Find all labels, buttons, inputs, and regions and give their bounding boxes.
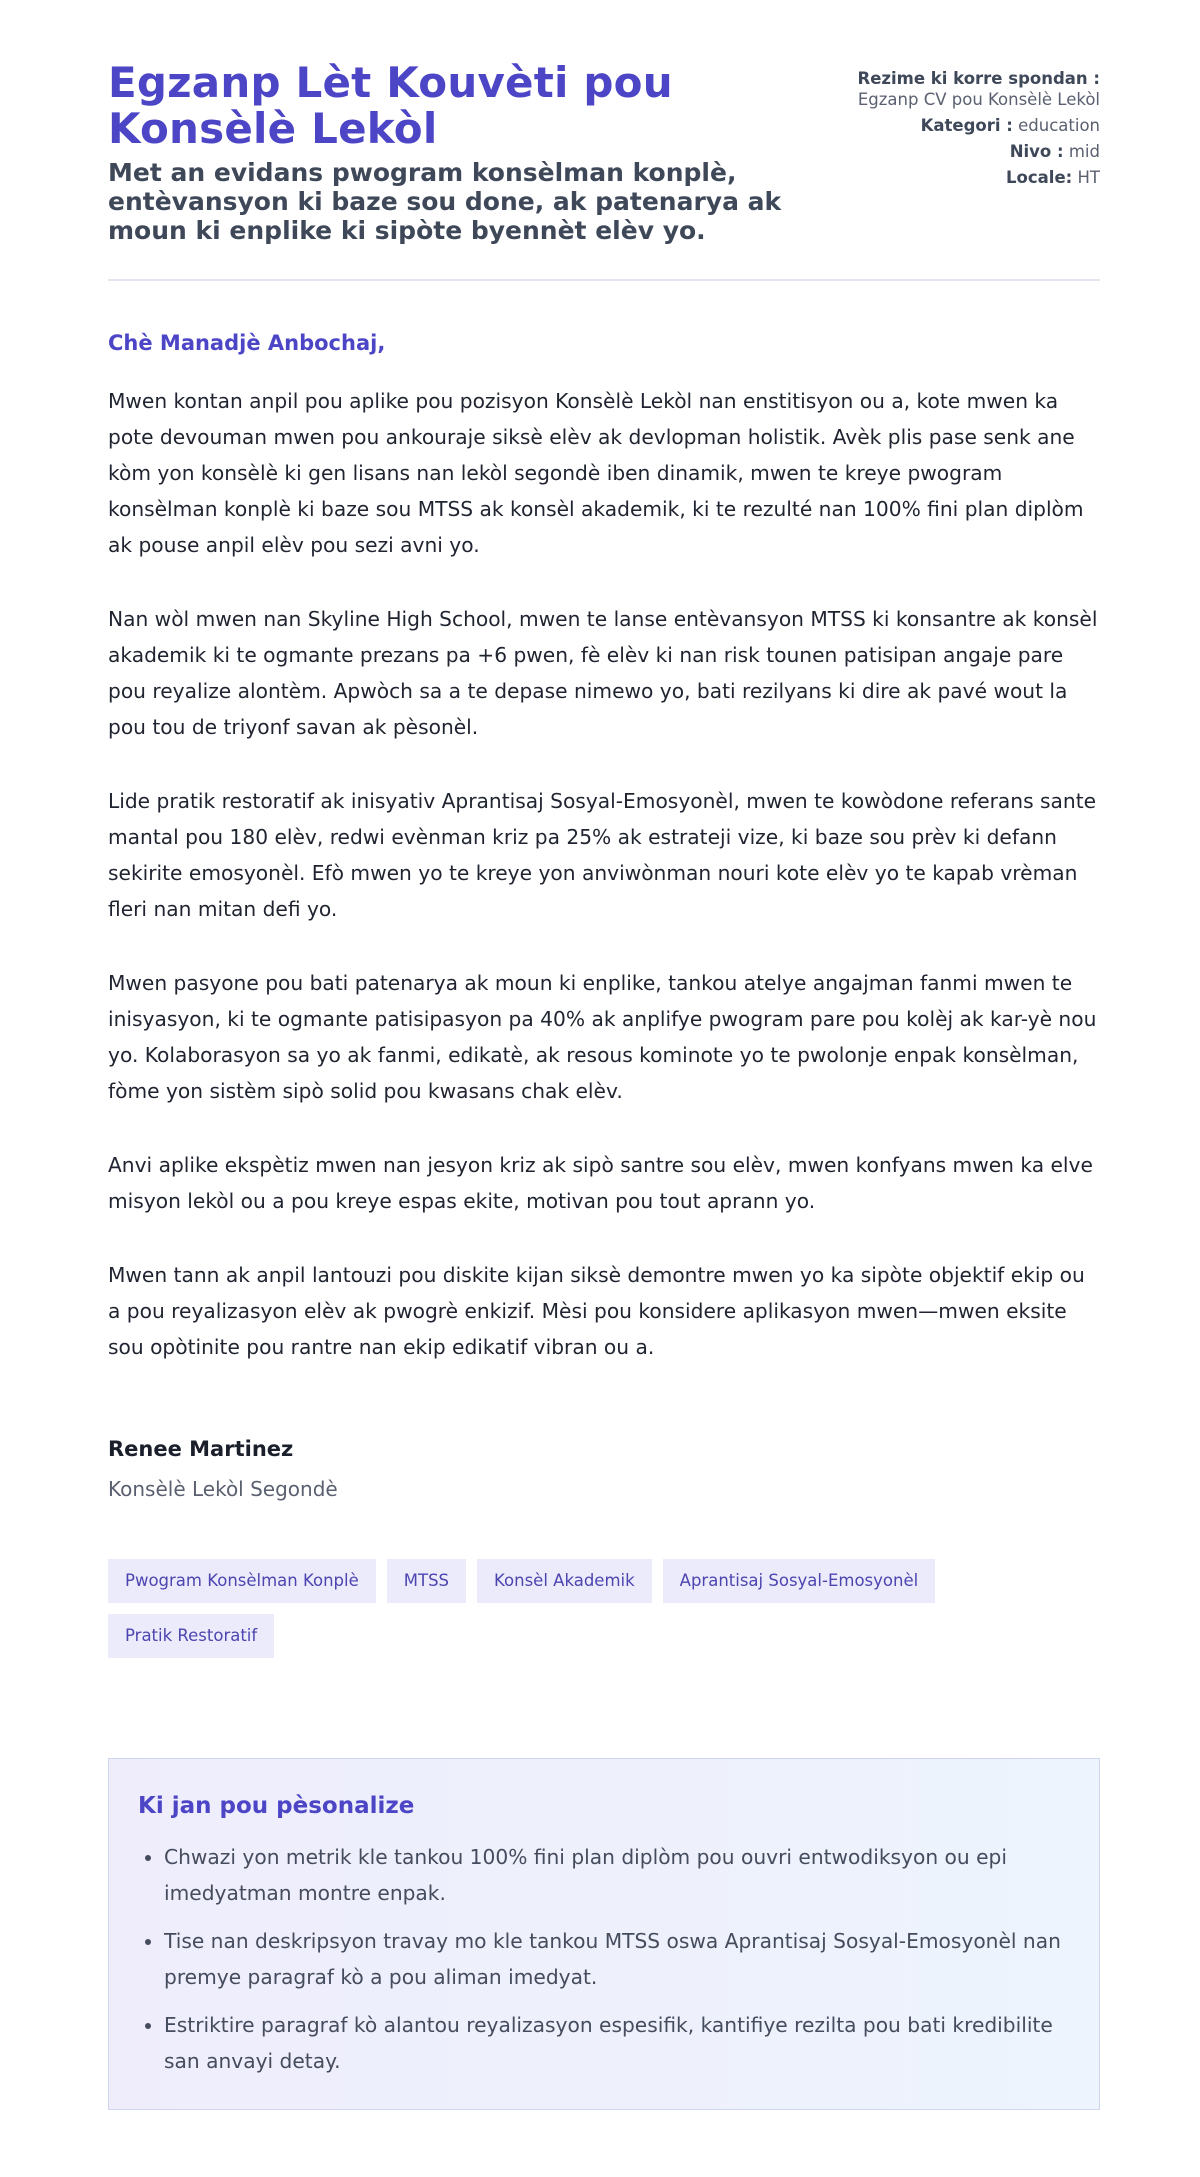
signature-block — [108, 1435, 1100, 1503]
tip-item: • Estriktire paragraf kò alantou reyalizasyon espesifik, kantifiye rezilta pou bati kredibilite san anvayi detay. — [164, 2007, 1071, 2079]
tips-list — [138, 1839, 1071, 2079]
meta-level-value: mid — [1068, 142, 1100, 161]
header-titles — [108, 60, 838, 245]
page-title: Egzanp Lèt Kouvèti pou Konsèlè Lekòl — [108, 58, 673, 153]
letter-paragraph: Mwen pasyone pou bati patenarya ak moun ki enplike, tankou atelye angajman fanmi mwen te inisyasyon, ki te ogmante patisipasyon pa 40% ak anplifye pwogram pare pou kolèj ak kar-yè nou yo. Kolaborasyon sa yo ak fanmi, edikatè, ak resous kominote yo te pwolonje enpak konsèlman, fòme yon sistèm sipò solid pou kwasans chak elèv. — [108, 971, 1097, 1103]
meta-level — [850, 141, 1100, 162]
meta-resume-value: Egzanp CV pou Konsèlè Lekòl — [857, 90, 1100, 109]
meta-category-label: Kategori : — [920, 116, 1013, 135]
page-subtitle: Met an evidans pwogram konsèlman konplè, entèvansyon ki baze sou done, ak patenarya ak moun ki enplike ki sipòte byennèt elèv yo. — [108, 158, 782, 245]
skill-tag: Aprantisaj Sosyal-Emosyonèl — [663, 1559, 936, 1603]
meta-resume — [850, 68, 1100, 110]
signature-role: Konsèlè Lekòl Segondè — [108, 1477, 338, 1501]
meta-category — [850, 115, 1100, 136]
letter-paragraph: Mwen tann ak anpil lantouzi pou diskite kijan siksè demontre mwen yo ka sipòte objektif ekip ou a pou reyalizasyon elèv ak pwogrè enkizif. Mèsi pou konsidere aplikasyon mwen—mwen eksite sou opòtinite pou rantre nan ekip edikatif vibran ou a. — [108, 1263, 1085, 1359]
letter-paragraph: Nan wòl mwen nan Skyline High School, mwen te lanse entèvansyon MTSS ki konsantre ak konsèl akademik ki te ogmante prezans pa +6 pwen, fè elèv ki nan risk tounen patisipan angaje pare pou reyalize alontèm. Apwòch sa a te depase nimewo yo, bati rezilyans ki dire ak pavé wout la pou tou de triyonf savan ak pèsonèl. — [108, 607, 1098, 739]
letter-paragraph: Mwen kontan anpil pou aplike pou pozisyon Konsèlè Lekòl nan enstitisyon ou a, kote mwen ka pote devouman mwen pou ankouraje siksè elèv ak devlopman holistik. Avèk plis pase senk ane kòm yon konsèlè ki gen lisans nan lekòl segondè iben dinamik, mwen te kreye pwogram konsèlman konplè ki baze sou MTSS ak konsèl akademik, ki te rezulté nan 100% fini plan diplòm ak pouse anpil elèv pou sezi avni yo. — [108, 389, 1084, 557]
skill-tag: Pratik Restoratif — [108, 1614, 274, 1658]
meta-locale — [850, 167, 1100, 188]
meta-locale-label: Locale: — [1006, 168, 1073, 187]
tip-item: • Tise nan deskripsyon travay mo kle tankou MTSS oswa Aprantisaj Sosyal-Emosyonèl nan premye paragraf kò a pou aliman imedyat. — [164, 1923, 1071, 1995]
letter-paragraph: Anvi aplike ekspètiz mwen nan jesyon kriz ak sipò santre sou elèv, mwen konfyans mwen ka elve misyon lekòl ou a pou kreye espas ekite, motivan pou tout aprann yo. — [108, 1153, 1093, 1213]
letter-body — [108, 281, 1100, 1365]
skill-tag: MTSS — [387, 1559, 466, 1603]
skill-tag: Konsèl Akademik — [477, 1559, 652, 1603]
personalize-tips-box — [108, 1758, 1100, 2110]
tips-title: Ki jan pou pèsonalize — [138, 1793, 415, 1819]
skill-tag: Pwogram Konsèlman Konplè — [108, 1559, 376, 1603]
skill-tags — [108, 1559, 1100, 1658]
page-header — [108, 60, 1100, 281]
meta-resume-label: Rezime ki korre spondan : — [857, 69, 1100, 88]
meta-category-value: education — [1018, 116, 1100, 135]
letter-paragraph: Lide pratik restoratif ak inisyativ Aprantisaj Sosyal-Emosyonèl, mwen te kowòdone referans sante mantal pou 180 elèv, redwi evènman kriz pa 25% ak estrateji vize, ki baze sou prèv ki defann sekirite emosyonèl. Efò mwen yo te kreye yon anviwònman nouri kote elèv yo te kapab vrèman fleri nan mitan defi yo. — [108, 789, 1097, 921]
meta-locale-value: HT — [1077, 168, 1100, 187]
content-container — [108, 60, 1100, 2110]
signature-name: Renee Martinez — [108, 1437, 294, 1461]
tip-item: • Chwazi yon metrik kle tankou 100% fini plan diplòm pou ouvri entwodiksyon ou epi imedyatman montre enpak. — [164, 1839, 1071, 1911]
meta-level-label: Nivo : — [1009, 142, 1064, 161]
salutation: Chè Manadjè Anbochaj, — [108, 331, 386, 355]
meta-panel — [850, 68, 1100, 193]
